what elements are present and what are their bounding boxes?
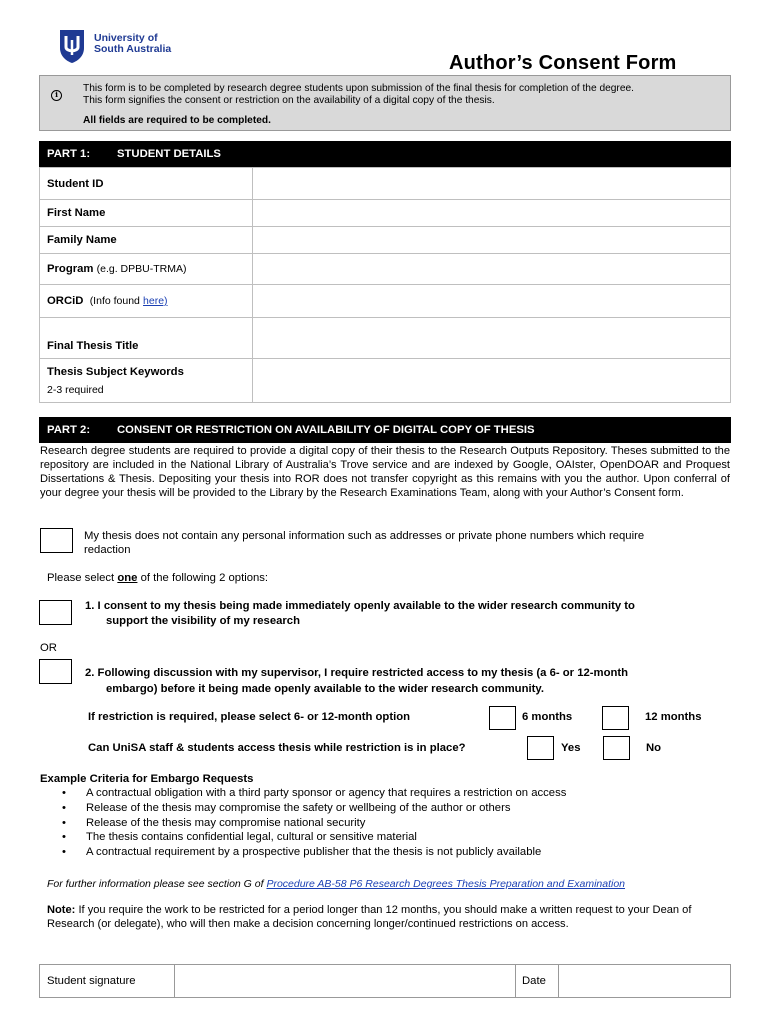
personal-info-line-1: My thesis does not contain any personal information such as addresses or private phone numbers which require [84,530,645,542]
further-info [47,877,625,892]
six-months-checkbox[interactable] [489,706,516,730]
keywords-label [40,359,253,403]
or-label: OR [40,642,57,654]
orcid-label [40,285,253,318]
program-field[interactable] [253,254,731,285]
personal-info-line-2: redaction [84,544,131,556]
family-name-label: Family Name [40,227,253,254]
signature-label-cell [40,965,175,997]
orcid-field[interactable] [253,285,731,318]
signature-field[interactable] [175,965,516,997]
repository-paragraph: Research degree students are required to provide a digital copy of their thesis to the Research Outputs Repository. Theses submitted to the repository are included in the National Library of Australia’s Trove service and are indexed by Google, OAIster, OpenDOAR and Proquest Dissertations & Thesis. Depositing your thesis into ROR does not transfer copyright as this remains with you the author. Upon conferral of your degree your thesis will be provided to the Library by the Research Examinations Team, along with your Author’s Consent form. [40,445,730,500]
university-logo [57,28,171,64]
program-hint: (e.g. DPBU-TRMA) [96,263,187,275]
first-name-label: First Name [40,200,253,227]
select-prefix: Please select [47,572,115,584]
further-info-prefix: For further information please see section G of [47,878,264,890]
access-yes-label: Yes [561,742,581,754]
criteria-item: • Release of the thesis may compromise national security [62,816,566,831]
program-label [40,254,253,285]
thesis-title-field[interactable] [253,318,731,359]
student-details-table [39,167,731,403]
orcid-info-link[interactable]: here) [143,295,168,307]
part1-number: PART 1: [47,148,91,160]
select-one: one [117,572,138,584]
signature-table [39,964,731,998]
part2-number: PART 2: [47,424,91,436]
access-yes-checkbox[interactable] [527,736,554,760]
option2-checkbox[interactable] [39,659,72,684]
keywords-field[interactable] [253,359,731,403]
twelve-months-checkbox[interactable] [602,706,629,730]
access-question: Can UniSA staff & students access thesis while restriction is in place? [88,742,466,754]
access-no-label: No [646,742,662,754]
criteria-item: • A contractual requirement by a prospective publisher that the thesis is not publicly available [62,845,566,860]
note-label: Note: [47,904,76,916]
part2-title: CONSENT OR RESTRICTION ON AVAILABILITY OF DIGITAL COPY OF THESIS [117,424,535,436]
info-line-1: This form is to be completed by research degree students upon submission of the final thesis for completion of the degree. [83,83,634,94]
option2-line-2: embargo) before it being made openly available to the wider research community. [106,683,544,695]
personal-info-checkbox[interactable] [40,528,73,553]
part1-title: STUDENT DETAILS [117,148,221,160]
student-signature-label: Student signature [47,975,136,987]
select-instruction [47,571,268,586]
restriction-question: If restriction is required, please select 6- or 12-month option [88,711,411,723]
twelve-months-label: 12 months [645,711,702,723]
info-icon: i [51,90,62,101]
form-title: Author’s Consent Form [449,52,677,74]
info-box [39,75,731,131]
keywords-hint: 2-3 required [47,383,104,396]
program-label-text: Program [47,263,94,275]
option1-line-2: support the visibility of my research [106,615,300,627]
thesis-title-label: Final Thesis Title [40,318,253,359]
criteria-item: • Release of the thesis may compromise the safety or wellbeing of the author or others [62,801,566,816]
student-id-field[interactable] [253,168,731,200]
note-text: If you require the work to be restricted for a period longer than 12 months, you should make a written request to your Dean of Research (or delegate), who will then make a decision concerning longer/continued restrictions on access. [47,904,692,931]
first-name-field[interactable] [253,200,731,227]
keywords-label-text: Thesis Subject Keywords [47,365,184,378]
unisa-shield-icon [57,28,87,64]
info-line-2: This form signifies the consent or restriction on the availability of a digital copy of the thesis. [83,95,495,106]
date-label: Date [522,975,546,987]
orcid-label-text: ORCiD [47,295,84,307]
criteria-item: • A contractual obligation with a third party sponsor or agency that requires a restriction on access [62,786,566,801]
criteria-item: • The thesis contains confidential legal, cultural or sensitive material [62,830,566,845]
university-name [94,33,171,55]
part1-header [39,141,731,167]
orcid-hint: (Info found [89,295,140,307]
option1-checkbox[interactable] [39,600,72,625]
access-no-checkbox[interactable] [603,736,630,760]
six-months-label: 6 months [522,711,573,723]
procedure-link[interactable]: Procedure AB-58 P6 Research Degrees Thesis Preparation and Examination [266,878,626,890]
option2-line-1: 2. Following discussion with my supervisor, I require restricted access to my thesis (a 6- or 12-month [85,667,629,679]
date-label-cell [516,965,559,997]
option1-line-1: 1. I consent to my thesis being made immediately openly available to the wider research community to [85,600,635,612]
date-field[interactable] [559,965,730,997]
info-required-note: All fields are required to be completed. [83,115,271,126]
note-block [47,903,727,931]
criteria-heading: Example Criteria for Embargo Requests [40,773,254,785]
student-id-label: Student ID [40,168,253,200]
family-name-field[interactable] [253,227,731,254]
select-suffix: of the following 2 options: [140,572,269,584]
university-name-line1: University of [94,32,158,44]
criteria-list [62,786,566,860]
part2-header [39,417,731,443]
university-name-line2: South Australia [94,43,172,55]
